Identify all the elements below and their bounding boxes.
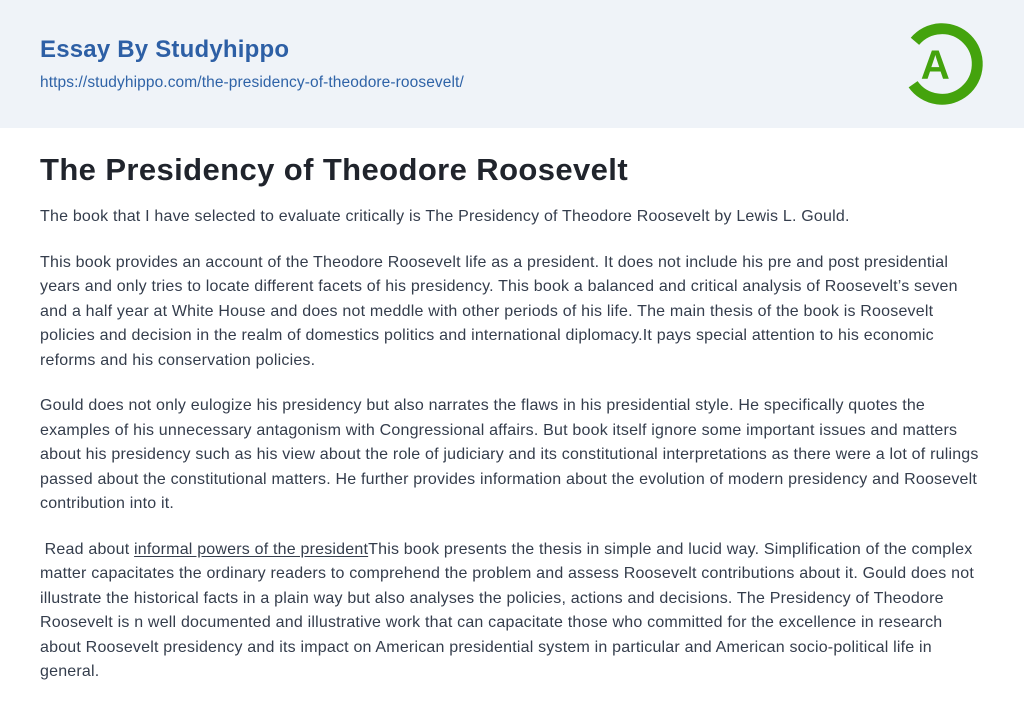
source-url-link[interactable]: https://studyhippo.com/the-presidency-of-theodore-roosevelt/: [40, 74, 464, 91]
page-header: [0, 0, 1024, 128]
final-paragraph-prefix: Read about: [40, 540, 135, 558]
header-text-block: [40, 36, 464, 92]
informal-powers-link[interactable]: informal powers of the president: [134, 540, 369, 558]
logo-letter: A: [920, 41, 950, 88]
brand-logo-icon: [900, 22, 984, 106]
essay-paragraph: Gould does not only eulogize his presidency but also narrates the flaws in his presidential style. He specifically quotes the examples of his unnecessary antagonism with Congressional affairs. But book itself ignore some important issues and matters about his presidency such as his view about the role of judiciary and its constitutional interpretations as there were a lot of rulings passed about the constitutional matters. He further provides information about the evolution of modern presidency and Roosevelt contribution into it.: [40, 397, 979, 512]
essay-content: [0, 128, 1024, 685]
essay-paragraph: This book provides an account of the Theodore Roosevelt life as a president. It does not include his pre and post presidential years and only tries to locate different facets of his presidency. This book a balanced and critical analysis of Roosevelt’s seven and a half year at White House and does not meddle with other periods of his life. The main thesis of the book is Roosevelt policies and decision in the realm of domestics politics and international diplomacy.It pays special attention to his economic reforms and his conservation policies.: [40, 253, 958, 369]
essay-title: The Presidency of Theodore Roosevelt: [40, 152, 629, 187]
final-paragraph-suffix: This book presents the thesis in simple and lucid way. Simplification of the complex matter capacitates the ordinary readers to comprehend the problem and assess Roosevelt contributions about it. Gould does not illustrate the historical facts in a plain way but also analyses the policies, actions and decisions. The Presidency of Theodore Roosevelt is n well documented and illustrative work that can capacitate those who committed for the excellence in research about Roosevelt presidency and its impact on American presidential system in particular and American socio-political life in general.: [40, 540, 979, 680]
essay-paragraph: The book that I have selected to evaluate critically is The Presidency of Theodore Roosevelt by Lewis L. Gould.: [40, 208, 850, 225]
site-title: Essay By Studyhippo: [40, 36, 290, 63]
essay-paragraph-final: [40, 538, 984, 685]
